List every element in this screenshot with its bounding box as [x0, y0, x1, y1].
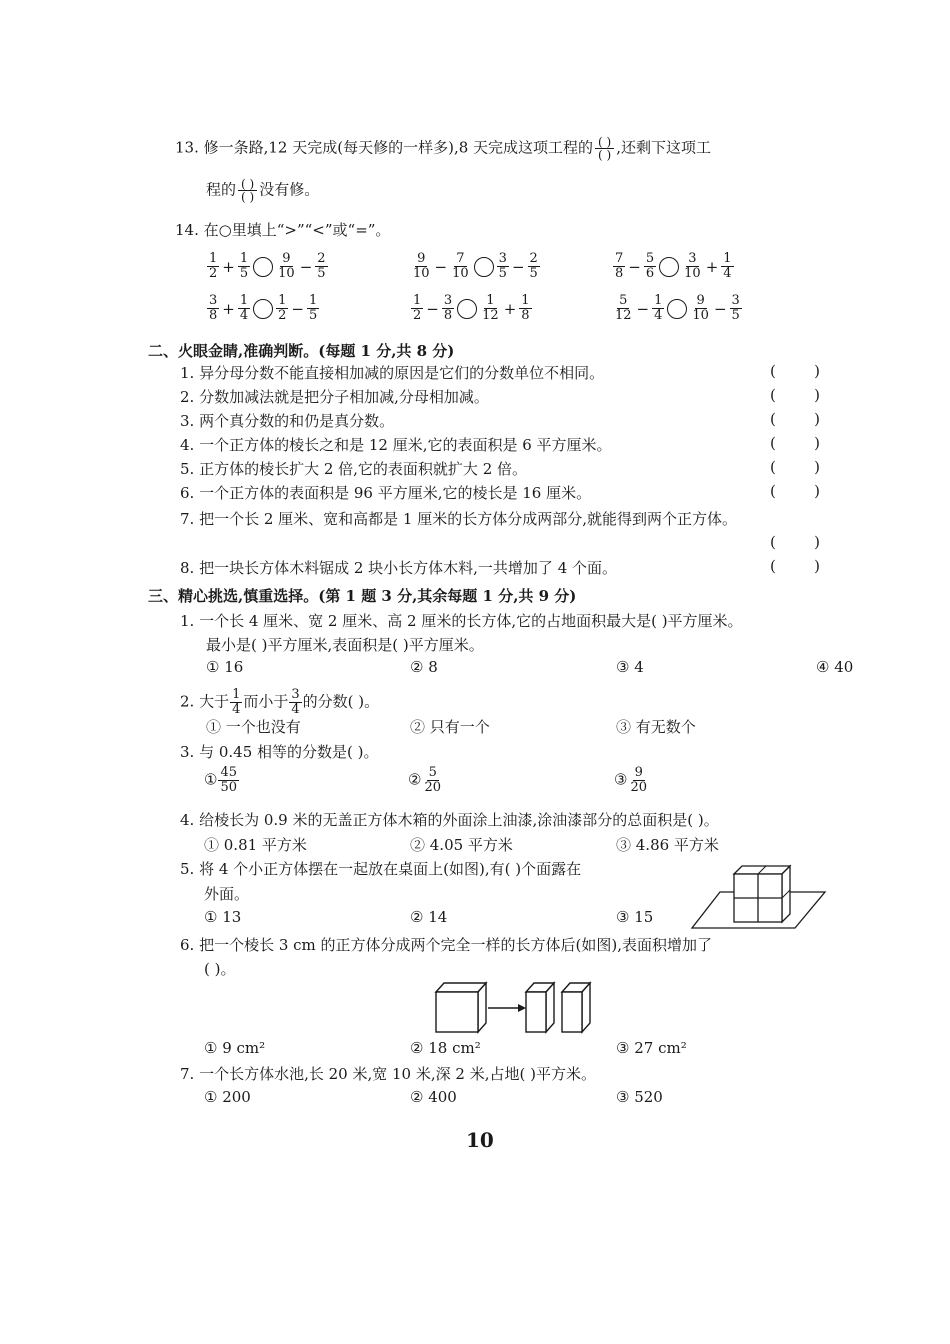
s3-q5-option-3[interactable]: ③ 15	[616, 908, 654, 926]
s3-q5-option-1[interactable]: ① 13	[204, 908, 242, 926]
s3-q2-stem: 2. 大于 $\frac{1}{4}$ 而小于 $\frac{3}{4}$ 的分数( )。	[180, 687, 380, 717]
s3-q6-line2: ( )。	[204, 960, 236, 978]
s3-q7-stem: 7. 一个长方体水池,长 20 米,宽 10 米,深 2 米,占地( )平方米。	[180, 1065, 596, 1083]
operator: +	[503, 299, 517, 318]
fraction: $\frac{2}{5}$	[317, 251, 326, 281]
operator: −	[426, 299, 439, 318]
section2-title: 二、火眼金睛,准确判断。(每题 1 分,共 8 分)	[148, 342, 455, 360]
s2-item-6: 6. 一个正方体的表面积是 96 平方厘米,它的棱长是 16 厘米。	[180, 484, 592, 502]
q14-expression-6	[612, 294, 743, 323]
operator: −	[434, 257, 448, 276]
fraction: $\frac{3}{8}$	[443, 293, 453, 323]
s2-answer-paren-3[interactable]: ( )	[770, 410, 820, 428]
fraction: $\frac{5}{12}$	[615, 293, 632, 323]
q13-blank-fraction-1[interactable]: $\frac{( )}{( )}$	[595, 136, 614, 161]
s3-q6-option-3[interactable]: ③ 27 cm²	[616, 1039, 687, 1057]
q13-line2	[206, 178, 319, 203]
q13-text-b: ,还剩下这项工	[616, 138, 712, 157]
compare-circle-blank[interactable]	[253, 257, 273, 277]
s3-q4-option-3[interactable]: ③ 4.86 平方米	[616, 836, 719, 854]
q13-text-a: 13. 修一条路,12 天完成(每天修的一样多),8 天完成这项工程的	[175, 138, 594, 157]
s3-q7-option-2[interactable]: ② 400	[410, 1088, 457, 1106]
q13-blank-fraction-2[interactable]: $\frac{( )}{( )}$	[238, 178, 257, 203]
s2-answer-paren-6[interactable]: ( )	[770, 482, 820, 500]
operator: +	[705, 257, 719, 276]
fraction: $\frac{1}{12}$	[482, 293, 499, 323]
fraction: $\frac{3}{10}$	[684, 251, 701, 281]
s3-q1-line2: 最小是( )平方厘米,表面积是( )平方厘米。	[206, 636, 484, 654]
s2-item-8: 8. 把一块长方体木料锯成 2 块小长方体木料,一共增加了 4 个面。	[180, 559, 618, 577]
fraction: $\frac{1}{4}$	[654, 293, 663, 323]
fraction: $\frac{1}{2}$	[413, 293, 422, 323]
s2-answer-paren-7[interactable]: ( )	[770, 533, 820, 551]
fraction: $\frac{9}{10}$	[413, 251, 430, 281]
s3-q2-option-2[interactable]: ② 只有一个	[410, 718, 490, 736]
s2-item-1: 1. 异分母分数不能直接相加减的原因是它们的分数单位不相同。	[180, 364, 605, 382]
s2-item-5: 5. 正方体的棱长扩大 2 倍,它的表面积就扩大 2 倍。	[180, 460, 528, 478]
operator: −	[511, 257, 525, 276]
fraction: $\frac{1}{4}$	[723, 251, 732, 281]
fraction: $\frac{1}{5}$	[239, 251, 249, 281]
compare-circle-blank[interactable]	[457, 299, 477, 319]
s2-answer-paren-5[interactable]: ( )	[770, 458, 820, 476]
s3-q3-stem: 3. 与 0.45 相等的分数是( )。	[180, 743, 379, 761]
fraction: $\frac{9}{10}$	[278, 251, 295, 281]
s2-item-2: 2. 分数加减法就是把分子相加减,分母相加减。	[180, 388, 489, 406]
fraction: $\frac{3}{8}$	[209, 293, 218, 323]
s3-q5-line1: 5. 将 4 个小正方体摆在一起放在桌面上(如图),有( )个面露在	[180, 860, 582, 878]
fraction: $\frac{7}{10}$	[452, 251, 469, 281]
s2-answer-paren-4[interactable]: ( )	[770, 434, 820, 452]
q13-line1	[175, 136, 711, 161]
s2-item-3: 3. 两个真分数的和仍是真分数。	[180, 412, 395, 430]
q14-expression-4	[206, 294, 320, 323]
s3-q4-option-1[interactable]: ① 0.81 平方米	[204, 836, 307, 854]
compare-circle-blank[interactable]	[667, 299, 687, 319]
s3-q1-option-1[interactable]: ① 16	[206, 658, 244, 676]
s3-q1-line1: 1. 一个长 4 厘米、宽 2 厘米、高 2 厘米的长方体,它的占地面积最大是( )平方厘米。	[180, 612, 743, 630]
s3-q7-option-3[interactable]: ③ 520	[616, 1088, 663, 1106]
fraction: $\frac{1}{8}$	[521, 293, 530, 323]
q13-text-c: 程的	[206, 180, 237, 199]
s3-q6-line1: 6. 把一个棱长 3 cm 的正方体分成两个完全一样的长方体后(如图),表面积增加了	[180, 936, 713, 954]
fraction: $\frac{1}{5}$	[309, 293, 318, 323]
fraction: $\frac{1}{2}$	[278, 293, 287, 323]
operator: −	[299, 257, 313, 276]
compare-circle-blank[interactable]	[253, 299, 273, 319]
fraction: $\frac{3}{5}$	[498, 251, 507, 281]
fraction: $\frac{5}{6}$	[645, 251, 655, 281]
s3-q2-option-3[interactable]: ③ 有无数个	[616, 718, 696, 736]
fraction: $\frac{7}{8}$	[615, 251, 624, 281]
operator: +	[222, 257, 235, 276]
s3-q7-option-1[interactable]: ① 200	[204, 1088, 251, 1106]
s3-q2-fraction-1: $\frac{1}{4}$	[232, 687, 241, 717]
s3-q4-stem: 4. 给棱长为 0.9 米的无盖正方体木箱的外面涂上油漆,涂油漆部分的总面积是( )。	[180, 811, 719, 829]
s3-q5-option-2[interactable]: ② 14	[410, 908, 448, 926]
operator: −	[628, 257, 641, 276]
s2-item-7: 7. 把一个长 2 厘米、宽和高都是 1 厘米的长方体分成两部分,就能得到两个正方体。	[180, 510, 738, 528]
s3-q3-option-3[interactable]: ③ $\frac{9}{20}$	[614, 765, 647, 795]
page-number: 10	[466, 1128, 494, 1152]
q14-expression-1	[206, 252, 329, 281]
fraction: $\frac{1}{4}$	[239, 293, 249, 323]
q14-prompt: 14. 在○里填上“>”“<”或“=”。	[175, 221, 391, 239]
fraction: $\frac{1}{2}$	[209, 251, 218, 281]
section3-title: 三、精心挑选,慎重选择。(第 1 题 3 分,其余每题 1 分,共 9 分)	[148, 587, 577, 605]
fraction: $\frac{9}{10}$	[692, 293, 709, 323]
s3-q6-option-1[interactable]: ① 9 cm²	[204, 1039, 266, 1057]
operator: +	[222, 299, 235, 318]
q14-expression-5	[410, 294, 533, 323]
four-cubes-figure	[690, 850, 830, 930]
s3-q2-fraction-2: $\frac{3}{4}$	[291, 687, 300, 717]
s2-answer-paren-2[interactable]: ( )	[770, 386, 820, 404]
s2-answer-paren-1[interactable]: ( )	[770, 362, 820, 380]
fraction: $\frac{2}{5}$	[529, 251, 538, 281]
cube-split-figure	[430, 978, 610, 1036]
q14-expression-2	[410, 252, 541, 281]
s3-q1-option-2[interactable]: ② 8	[410, 658, 438, 676]
s3-q5-line2: 外面。	[204, 885, 250, 903]
operator: −	[713, 299, 727, 318]
operator: −	[636, 299, 650, 318]
s3-q1-option-4[interactable]: ④ 40	[816, 658, 854, 676]
s3-q4-option-2[interactable]: ② 4.05 平方米	[410, 836, 513, 854]
s3-q3-option-2[interactable]: ② $\frac{5}{20}$	[408, 765, 441, 795]
fraction: $\frac{3}{5}$	[731, 293, 740, 323]
operator: −	[291, 299, 304, 318]
s2-answer-paren-8[interactable]: ( )	[770, 557, 820, 575]
s3-q1-option-3[interactable]: ③ 4	[616, 658, 644, 676]
compare-circle-blank[interactable]	[659, 257, 679, 277]
q14-expression-3	[612, 252, 735, 281]
s3-q3-option-1[interactable]: ① $\frac{45}{50}$	[204, 765, 237, 795]
s3-q6-option-2[interactable]: ② 18 cm²	[410, 1039, 481, 1057]
s3-q2-option-1[interactable]: ① 一个也没有	[206, 718, 301, 736]
compare-circle-blank[interactable]	[474, 257, 494, 277]
s2-item-4: 4. 一个正方体的棱长之和是 12 厘米,它的表面积是 6 平方厘米。	[180, 436, 612, 454]
q13-text-d: 没有修。	[259, 180, 320, 199]
